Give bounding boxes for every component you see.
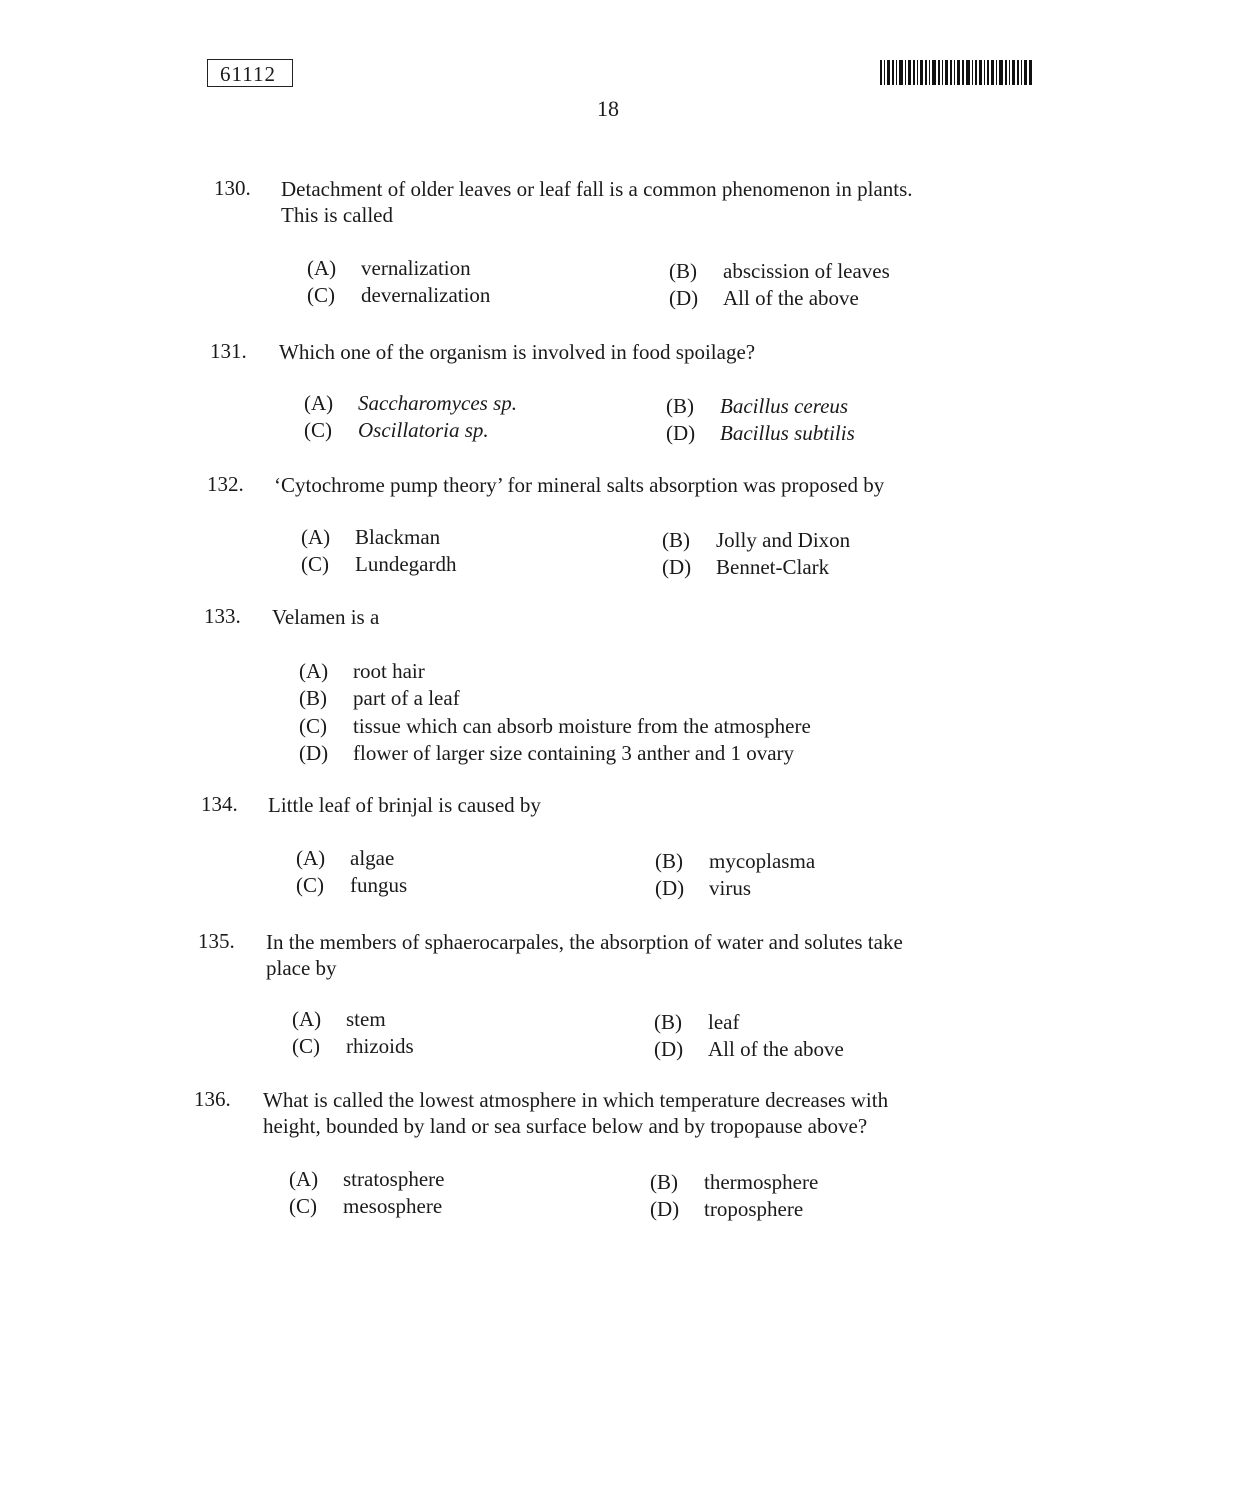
option-label: (A)	[304, 391, 334, 415]
option-label: (C)	[307, 283, 335, 307]
option-d	[299, 741, 794, 766]
option-label: (C)	[292, 1034, 320, 1058]
option-a	[299, 659, 425, 684]
option-d	[669, 286, 859, 311]
option-text: mesosphere	[343, 1194, 443, 1218]
option-text: fungus	[350, 873, 408, 897]
stem-line: This is called	[281, 203, 393, 227]
option-text: Saccharomyces sp.	[358, 391, 518, 415]
option-text: leaf	[708, 1010, 740, 1034]
option-label: (D)	[650, 1197, 680, 1221]
option-text: rhizoids	[346, 1034, 414, 1058]
stem-line: ‘Cytochrome pump theory’ for mineral salts absorption was proposed by	[274, 473, 885, 497]
option-c	[307, 283, 490, 308]
option-label: (C)	[301, 552, 329, 576]
option-b	[650, 1170, 818, 1195]
question-stem	[279, 339, 1019, 365]
option-label: (A)	[289, 1167, 319, 1191]
option-d	[662, 555, 829, 580]
option-d	[655, 876, 751, 901]
question-stem	[268, 792, 1008, 818]
option-label: (B)	[650, 1170, 678, 1194]
option-label: (A)	[296, 846, 326, 870]
option-d	[650, 1197, 803, 1222]
option-c	[289, 1194, 442, 1219]
stem-line: Velamen is a	[272, 605, 380, 629]
option-d	[666, 421, 855, 446]
option-label: (B)	[662, 528, 690, 552]
option-label: (B)	[299, 686, 327, 710]
question-number: 136.	[194, 1087, 231, 1111]
option-c	[292, 1034, 414, 1059]
question-number: 132.	[207, 472, 244, 496]
option-b	[299, 686, 460, 711]
option-a	[301, 525, 440, 550]
stem-line: What is called the lowest atmosphere in which temperature decreases with	[263, 1088, 889, 1112]
option-text: root hair	[353, 659, 425, 683]
question-stem	[263, 1087, 1008, 1139]
question-stem	[266, 929, 1011, 981]
option-text: tissue which can absorb moisture from the atmosphere	[353, 714, 811, 738]
stem-line: Which one of the organism is involved in food spoilage?	[279, 340, 756, 364]
option-text: Oscillatoria sp.	[358, 418, 489, 442]
option-label: (D)	[299, 741, 329, 765]
option-label: (B)	[669, 259, 697, 283]
option-text: troposphere	[704, 1197, 804, 1221]
option-text: Lundegardh	[355, 552, 457, 576]
question-number: 131.	[210, 339, 247, 363]
option-b	[655, 849, 815, 874]
option-c	[299, 714, 811, 739]
page-number: 18	[597, 96, 619, 121]
stem-line: Little leaf of brinjal is caused by	[268, 793, 541, 817]
question-number: 133.	[204, 604, 241, 628]
option-a	[292, 1007, 386, 1032]
question-stem	[281, 176, 1031, 228]
option-text: Blackman	[355, 525, 441, 549]
option-a	[307, 256, 471, 281]
question-number: 135.	[198, 929, 235, 953]
option-label: (B)	[666, 394, 694, 418]
option-text: part of a leaf	[353, 686, 460, 710]
stem-line: Detachment of older leaves or leaf fall is a common phenomenon in plants.	[281, 177, 913, 201]
question-number: 130.	[214, 176, 251, 200]
option-text: thermosphere	[704, 1170, 819, 1194]
option-label: (A)	[301, 525, 331, 549]
option-text: vernalization	[361, 256, 471, 280]
option-label: (D)	[662, 555, 692, 579]
barcode-icon	[880, 60, 1032, 85]
question-stem	[272, 604, 1012, 630]
option-d	[654, 1037, 844, 1062]
option-b	[654, 1010, 739, 1035]
option-text: abscission of leaves	[723, 259, 890, 283]
option-c	[296, 873, 407, 898]
option-a	[296, 846, 394, 871]
option-c	[301, 552, 456, 577]
option-c	[304, 418, 489, 443]
option-label: (C)	[299, 714, 327, 738]
stem-line: height, bounded by land or sea surface below and by tropopause above?	[263, 1114, 868, 1138]
option-label: (A)	[299, 659, 329, 683]
option-text: stem	[346, 1007, 386, 1031]
option-label: (C)	[296, 873, 324, 897]
option-label: (D)	[669, 286, 699, 310]
option-label: (A)	[307, 256, 337, 280]
option-text: All of the above	[723, 286, 859, 310]
option-label: (C)	[304, 418, 332, 442]
option-label: (A)	[292, 1007, 322, 1031]
option-text: flower of larger size containing 3 anther and 1 ovary	[353, 741, 795, 765]
option-text: Bacillus cereus	[720, 394, 849, 418]
option-b	[666, 394, 848, 419]
option-text: devernalization	[361, 283, 491, 307]
option-label: (B)	[655, 849, 683, 873]
option-label: (C)	[289, 1194, 317, 1218]
option-text: virus	[709, 876, 751, 900]
option-label: (B)	[654, 1010, 682, 1034]
option-label: (D)	[655, 876, 685, 900]
option-text: Jolly and Dixon	[716, 528, 851, 552]
option-label: (D)	[654, 1037, 684, 1061]
option-text: algae	[350, 846, 395, 870]
option-text: stratosphere	[343, 1167, 445, 1191]
option-text: Bacillus subtilis	[720, 421, 855, 445]
paper-code: 61112	[207, 59, 293, 87]
option-text: mycoplasma	[709, 849, 816, 873]
option-b	[669, 259, 890, 284]
option-text: All of the above	[708, 1037, 844, 1061]
option-a	[289, 1167, 444, 1192]
stem-line: place by	[266, 956, 337, 980]
option-a	[304, 391, 517, 416]
option-text: Bennet-Clark	[716, 555, 830, 579]
option-b	[662, 528, 850, 553]
stem-line: In the members of sphaerocarpales, the absorption of water and solutes take	[266, 930, 903, 954]
question-number: 134.	[201, 792, 238, 816]
question-stem	[274, 472, 1019, 498]
option-label: (D)	[666, 421, 696, 445]
